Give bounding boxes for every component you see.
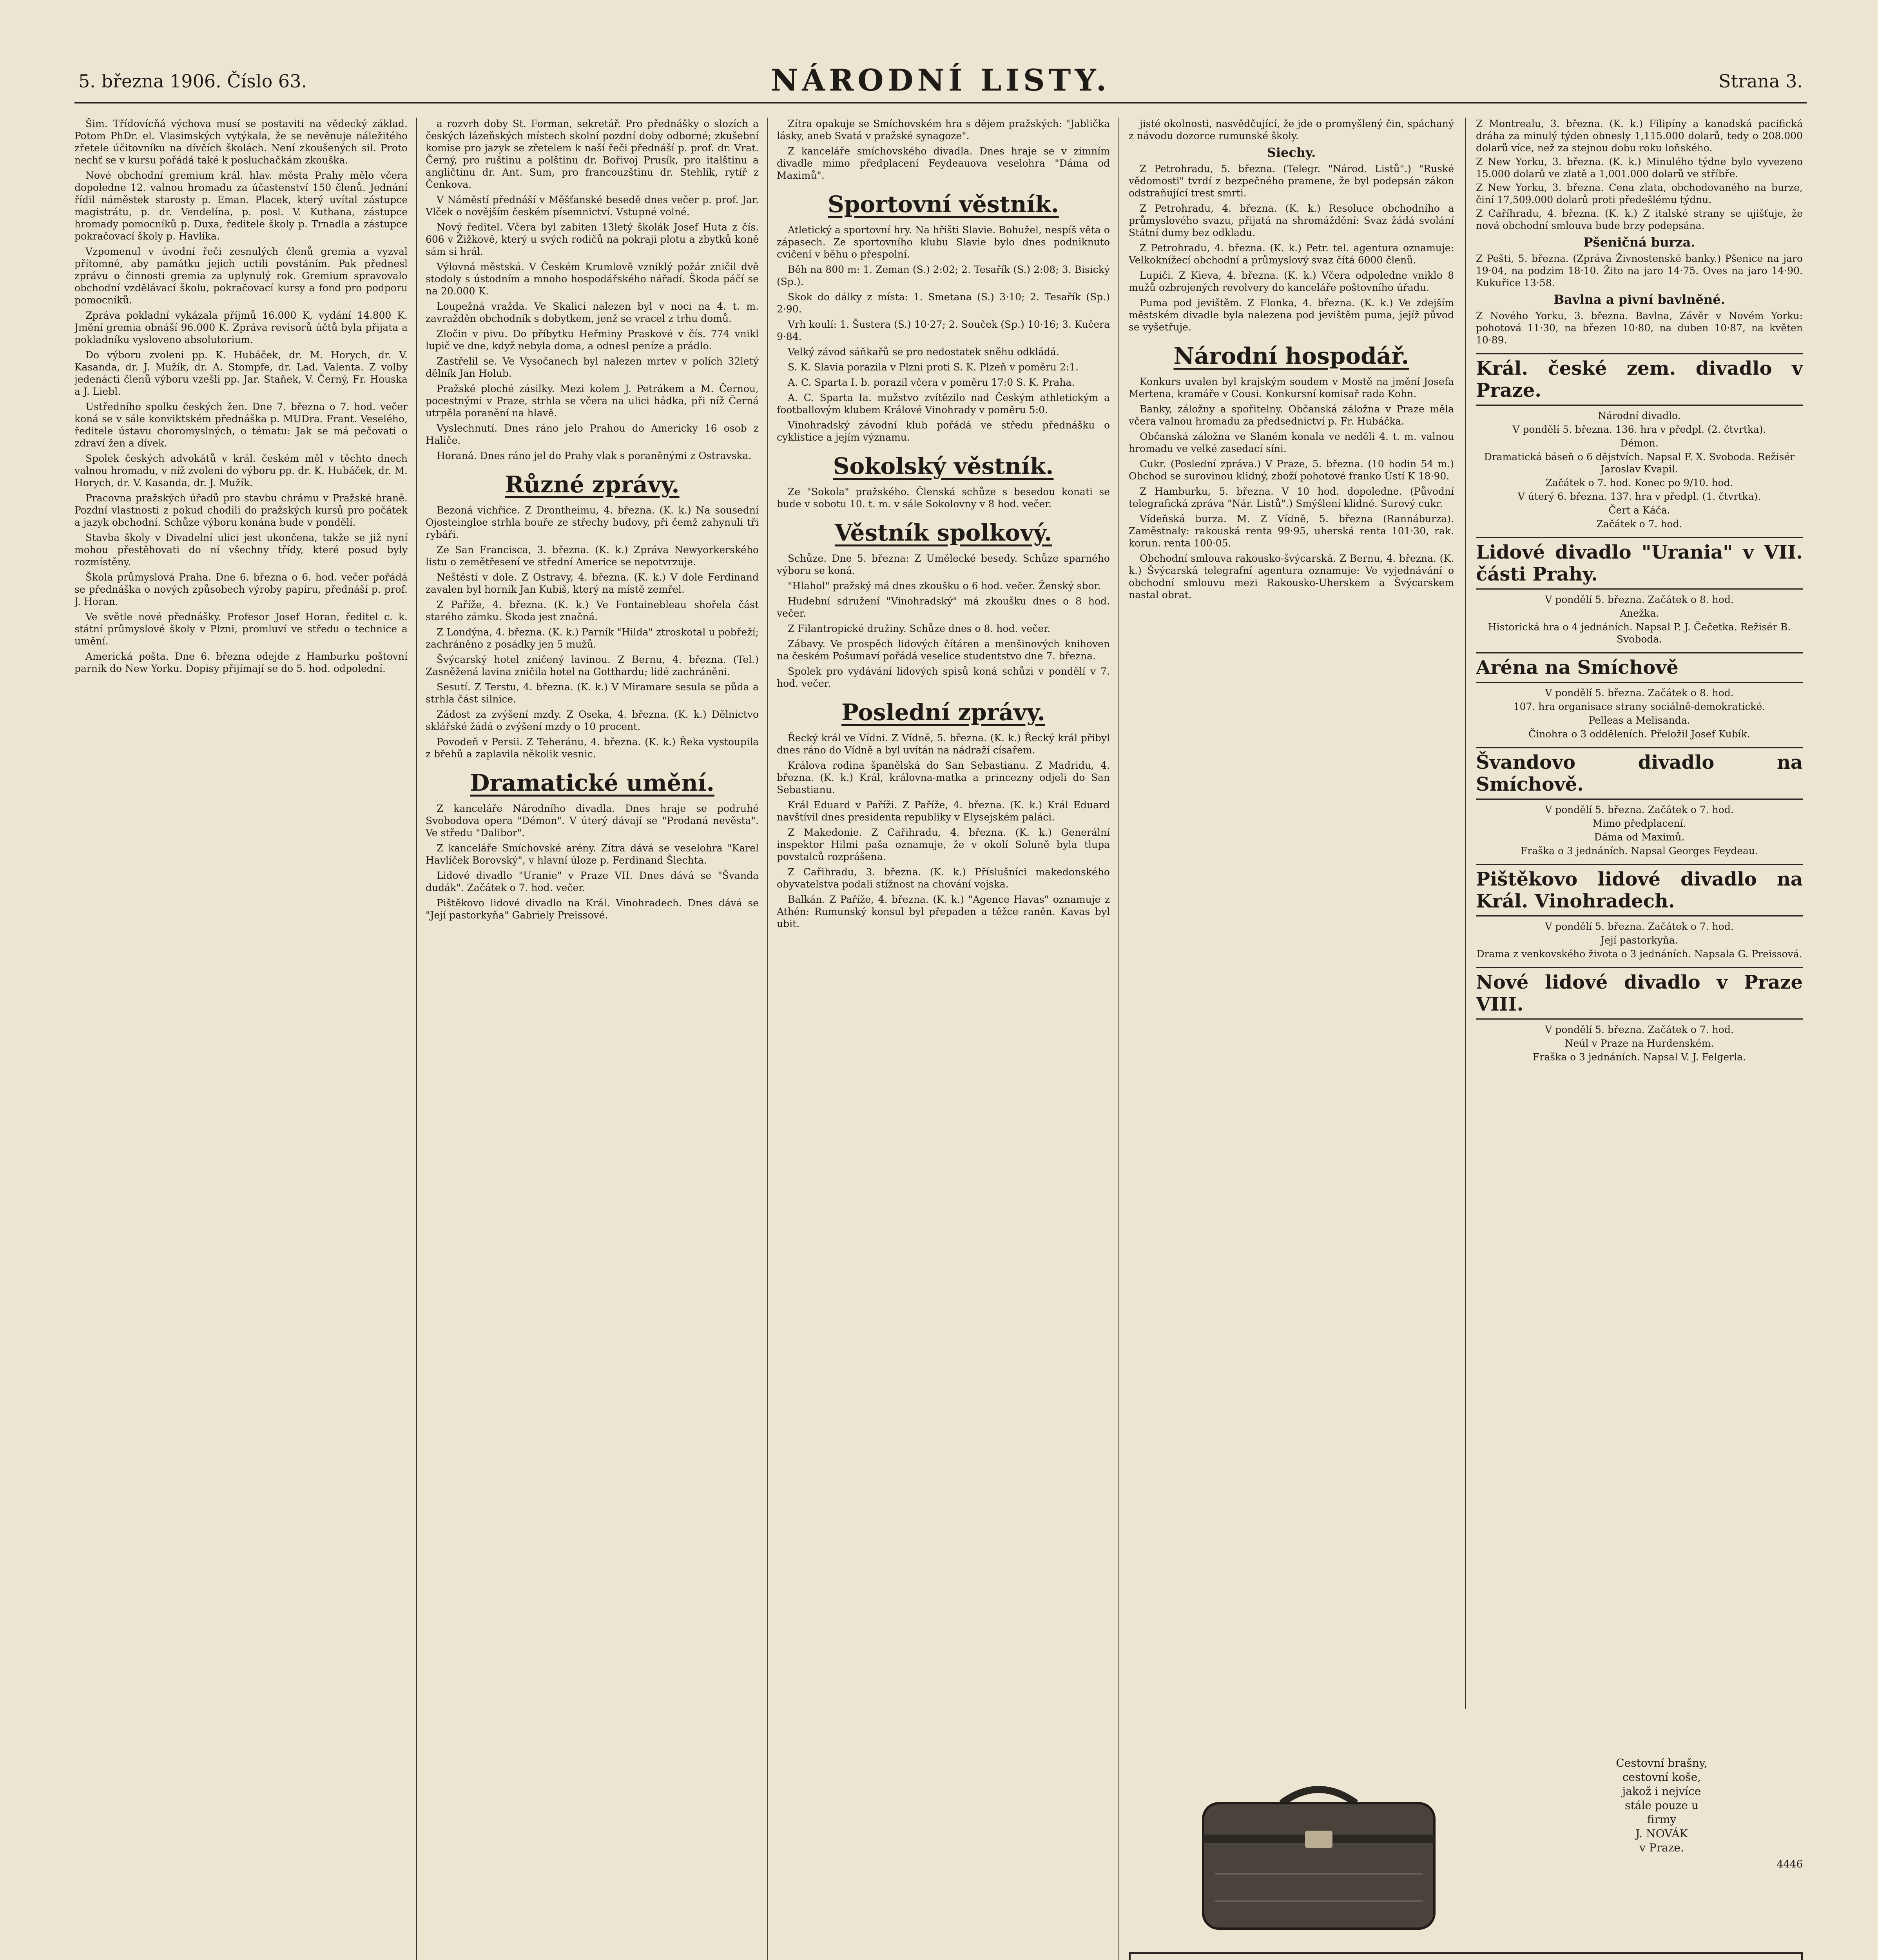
paragraph: Spolek českých advokátů v král. českém měl v těchto dnech valnou hromadu, v níž zvoleni do výboru pp. dr. K. Hubáček, dr. M. Horych, dr. V. Kasanda, dr. J. Mužík. (74, 453, 408, 488)
paragraph: Z Londýna, 4. března. (K. k.) Parník "Hilda" ztroskotal u pobřeží; zachráněno z posádky jen 5 mužů. (426, 626, 759, 650)
column-3 (777, 118, 1110, 1960)
paragraph: Činohra o 3 odděleních. Přeložil Josef Kubík. (1528, 728, 1750, 740)
theatre-svandovo (1476, 804, 1803, 857)
paragraph: Králova rodina španělská do San Sebastianu. Z Madridu, 4. března. (K. k.) Král, královna-matka a princezny odjeli do San Sebastianu. (777, 760, 1110, 795)
column-rule (767, 118, 768, 1960)
paragraph: Výlovná městská. V Českém Krumlově vzniklý požár zničil dvě stodoly s ústodním a mnoho hospodářského nářadí. Škoda páčí se na 20.000 K. (426, 261, 759, 297)
paragraph: Drama z venkovského života o 3 jednáních. Napsala G. Preissová. (1476, 948, 1802, 960)
paragraph: Z Petrohradu, 4. března. (K. k.) Petr. tel. agentura oznamuje: Velkoknížecí obchodní a průmyslový svaz čítá 6000 členů. (1129, 242, 1454, 266)
paragraph: V pondělí 5. března. Začátek o 7. hod. (1545, 1024, 1734, 1035)
column-2 (426, 118, 759, 1960)
paragraph: Z Petrohradu, 4. března. (K. k.) Resoluce obchodního a průmyslového svazu, přijatá na shromáždění: Svaz žádá svolání Státní dumy bez odkladu. (1129, 203, 1454, 238)
col2-body (426, 118, 759, 462)
paragraph: Pracovna pražských úřadů pro stavbu chrámu v Pražské hraně. Pozdní vlastnosti z pokud chodili do pražských kursů pro počátek a jazyk obchodní. Schůze výboru konána bude v pondělí. (74, 492, 408, 528)
col1-body (74, 118, 408, 675)
paragraph: Běh na 800 m: 1. Zeman (S.) 2:02; 2. Tesařík (S.) 2:08; 3. Bisický (Sp.). (777, 264, 1110, 287)
column-4 (1129, 118, 1454, 1936)
paragraph: Vzpomenul v úvodní řeči zesnulých členů gremia a vyzval přítomné, aby památku jejich uctili povstáním. Pak přednesl zprávu o činnosti gremia za uplynulý rok. Gremium spravovalo obchodní vzdělávací školu, pokračovací kursy a fond pro podporu pomocníků. (74, 246, 408, 306)
paragraph: Švýcarský hotel zničený lavinou. Z Bernu, 4. března. (Tel.) Zasněžená lavina zničila hotel na Gotthardu; lidé zachráněni. (426, 654, 759, 677)
section-heading-spolkovy: Věstník spolkový. (834, 519, 1052, 546)
theatre-heading-nove: Nové lidové divadlo v Praze VIII. (1476, 967, 1803, 1020)
paragraph: Z Pešti, 5. března. (Zpráva Živnostenské banky.) Pšenice na jaro 19·04, na podzim 18·10. Žito na jaro 14·75. Oves na jaro 14·90. Kukuřice 13·58. (1476, 253, 1803, 289)
newspaper-page (74, 59, 1807, 1960)
bag-ad-text (1521, 1756, 1803, 1855)
newspaper-title: NÁRODNÍ LISTY. (770, 63, 1111, 98)
paragraph: Anežka. (1619, 608, 1659, 619)
col4-hospodar (1129, 376, 1454, 601)
paragraph: Obchodní smlouva rakousko-švýcarská. Z Bernu, 4. března. (K. k.) Švýcarská telegrafní agentura oznamuje: Ve vyjednávání o obchodní smlouvu mezi Rakousko-Uherskem a Švýcarskem nastal obrat. (1129, 553, 1454, 601)
paragraph: Zítra opakuje se Smíchovském hra s dějem pražských: "Jablička lásky, aneb Svatá v pražské synagoze". (777, 118, 1110, 142)
theatre-arena (1476, 687, 1803, 740)
paragraph: Neúl v Praze na Hurdenském. (1564, 1038, 1714, 1049)
paragraph: J. NOVÁK (1635, 1827, 1688, 1840)
paragraph: Škola průmyslová Praha. Dne 6. března o 6. hod. večer pořádá se přednáška o nových způsobech výroby papíru, přednáší p. prof. J. Horan. (74, 572, 408, 607)
paragraph: Její pastorkyňa. (1601, 935, 1678, 946)
paragraph: 107. hra organisace strany sociálně-demokratické. (1513, 701, 1766, 712)
section-heading-bavlna: Bavlna a pivní bavlněné. (1554, 292, 1725, 307)
paragraph: Ze "Sokola" pražského. Členská schůze s besedou konati se bude v sobotu 10. t. m. v sále Sokolovny v 8 hod. večer. (777, 486, 1110, 510)
paragraph: Nové obchodní gremium král. hlav. města Prahy mělo včera dopoledne 12. valnou hromadu za účastenství 150 členů. Jednání řídil náměstek starosty p. Eman. Placek, který uvítal zástupce magistrátu, p. dr. Vendelína, p. posl. V. Kuthana, zástupce hromady pomocníků p. Duxa, ředitele školy p. Trnadla a zástupce pokračovací školy p. Havlíka. (74, 170, 408, 242)
column-rule (1465, 118, 1466, 1709)
page-number: Strana 3. (1718, 71, 1803, 92)
paragraph: Pištěkovo lidové divadlo na Král. Vinohradech. Dnes dává se "Její pastorkyňa" Gabriely Preissové. (426, 897, 759, 921)
section-heading-sokol: Sokolský věstník. (833, 453, 1054, 479)
paragraph: A. C. Sparta Ia. mužstvo zvítězilo nad Českým athletickým a footballovým klubem Králové Vinohrady v poměru 5:0. (777, 392, 1110, 416)
paragraph: Lupiči. Z Kieva, 4. března. (K. k.) Včera odpoledne vniklo 8 mužů ozbrojených revolvery do kanceláře poštovního úřadu. (1129, 270, 1454, 293)
paragraph: A. C. Sparta I. b. porazil včera v poměru 17:0 S. K. Praha. (788, 377, 1075, 388)
section-heading-ruzne: Různé zprávy. (505, 471, 680, 498)
paragraph: Nový ředitel. Včera byl zabiten 13letý školák Josef Huta z čís. 606 v Žižkově, který u svých rodičů na pokraji plotu a zbytků koně sám si hrál. (426, 221, 759, 257)
bag-ad-number: 4446 (1776, 1858, 1803, 1870)
paragraph: Začátek o 7. hod. Konec po 9/10. hod. (1545, 477, 1733, 488)
paragraph: Ustředního spolku českých žen. Dne 7. března o 7. hod. večer koná se v sále konviktském přednáška p. MUDra. Frant. Veselého, ředitele ústavu choromyslných, o tématu: Jak se má pečovati o zdraví žen a dívek. (74, 401, 408, 449)
column-rule (416, 118, 417, 1960)
paragraph: cestovní koše, (1622, 1771, 1701, 1784)
theatre-heading-pistek: Pištěkovo lidové divadlo na Král. Vinohradech. (1476, 864, 1803, 916)
column-1 (74, 118, 408, 1960)
travel-bag-illustration (1133, 1776, 1505, 1940)
paragraph: Vrh koulí: 1. Šustera (S.) 10·27; 2. Souček (Sp.) 10·16; 3. Kučera 9·84. (777, 319, 1110, 342)
paragraph: Dáma od Maximů. (1594, 831, 1685, 843)
section-heading-drama: Dramatické umění. (470, 769, 714, 796)
paragraph: Z Nového Yorku, 3. března. Bavlna, Závěr v Novém Yorku: pohotová 11·30, na březen 10·80, na duben 10·87, na květen 10·89. (1476, 310, 1803, 346)
paragraph: Bezoná vichřice. Z Drontheimu, 4. března. (K. k.) Na sousední Ojosteingloe strhla bouře ze střechy budovy, při čemž zahynuli tři rybáři. (426, 505, 759, 540)
paragraph: Skok do dálky z místa: 1. Smetana (S.) 3·10; 2. Tesařík (Sp.) 2·90. (777, 291, 1110, 315)
paragraph: Loupežná vražda. Ve Skalici nalezen byl v noci na 4. t. m. zavražděn obchodník s dobytkem, jenž se vracel z trhu domů. (426, 301, 759, 324)
paragraph: "Hlahol" pražský má dnes zkoušku o 6 hod. večer. Ženský sbor. (788, 580, 1101, 592)
paragraph: V pondělí 5. března. Začátek o 8. hod. (1545, 594, 1734, 605)
paragraph: Z kanceláře smíchovského divadla. Dnes hraje se v zimním divadle mimo předplacení Feydeauova veselohra "Dáma od Maximů". (777, 145, 1110, 181)
paragraph: Horaná. Dnes ráno jel do Prahy vlak s poraněnými z Ostravska. (437, 450, 752, 461)
paragraph: Národní divadlo. (1598, 410, 1681, 421)
paragraph: Neštěstí v dole. Z Ostravy, 4. března. (K. k.) V dole Ferdinand zavalen byl horník Jan Kubiš, který na místě zemřel. (426, 572, 759, 595)
paragraph: jakož i nejvíce (1622, 1785, 1701, 1798)
paragraph: Americká pošta. Dne 6. března odejde z Hamburku poštovní parník do New Yorku. Dopisy přijímají se do 5. hod. odpolední. (74, 651, 408, 674)
paragraph: Pražské ploché zásilky. Mezi kolem J. Petrákem a M. Černou, pocestnými v Praze, strhla se včera na ulici hádka, při níž Černá utrpěla poranění na hlavě. (426, 383, 759, 419)
paragraph: jisté okolnosti, nasvědčující, že jde o promyšlený čin, spáchaný z návodu dozorce rumunské školy. (1129, 118, 1454, 142)
paragraph: V pondělí 5. března. 136. hra v předpl. (2. čtvrtka). (1512, 424, 1766, 435)
paragraph: Začátek o 7. hod. (1596, 518, 1682, 530)
col5-bavlna (1476, 310, 1803, 346)
issue-date: 5. března 1906. Číslo 63. (78, 71, 307, 92)
paragraph: Z kanceláře Smíchovské arény. Zítra dává se veselohra "Karel Havlíček Borovský", v hlavní úloze p. Ferdinand Šlechta. (426, 842, 759, 866)
paragraph: V Náměstí přednáší v Měšťanské besedě dnes večer p. prof. Jar. Vlček o novějším českém písemnictví. Vstupné volné. (426, 194, 759, 218)
paragraph: Atletický a sportovní hry. Na hřišti Slavie. Bohužel, nespíš věta o zápasech. Ze sportovního klubu Slavie bylo dnes podniknuto cvičení v běhu o přespolní. (777, 224, 1110, 260)
masthead (74, 59, 1807, 103)
paragraph: Vinohradský závodní klub pořádá ve středu přednášku o cyklistice a jejím významu. (777, 419, 1110, 443)
theatre-narodni (1476, 410, 1803, 530)
paragraph: Spolek pro vydávání lidových spisů koná schůzi v pondělí v 7. hod. večer. (777, 666, 1110, 689)
paragraph: Cestovní brašny, (1616, 1757, 1708, 1769)
paragraph: Lidové divadlo "Uranie" v Praze VII. Dnes dává se "Švanda dudák". Začátek o 7. hod. večer. (426, 870, 759, 893)
section-heading-sport: Sportovní věstník. (828, 191, 1059, 218)
theatre-urania (1476, 593, 1803, 645)
paragraph: Ve světle nové přednášky. Profesor Josef Horan, ředitel c. k. státní průmyslové školy v Plzni, promluví ve středu o technice a umění. (74, 611, 408, 647)
paragraph: Puma pod jevištěm. Z Flonka, 4. března. (K. k.) Ve zdejším městském divadle byla nalezena pod jevištěm puma, jejíž původ se vyšetřuje. (1129, 297, 1454, 333)
paragraph: Mimo předplacení. (1592, 818, 1686, 829)
paragraph: V pondělí 5. března. Začátek o 7. hod. (1545, 804, 1734, 815)
column-rule (1118, 118, 1119, 1960)
paragraph: Historická hra o 4 jednáních. Napsal P. J. Čečetka. Režisér B. Svoboda. (1488, 621, 1791, 645)
theatre-pistek (1476, 920, 1803, 960)
paragraph: Z New Yorku, 3. března. (K. k.) Minulého týdne bylo vyvezeno 15.000 dolarů ve zlatě a 1,001.000 dolarů ve stříbře. (1476, 156, 1803, 180)
paragraph: Dramatická báseň o 6 dějstvích. Napsal F. X. Svoboda. Režisér Jaroslav Kvapil. (1484, 451, 1795, 475)
col4-intro (1129, 118, 1454, 142)
paragraph: Zastřelil se. Ve Vysočanech byl nalezen mrtev v polích 32letý dělník Jan Holub. (426, 356, 759, 379)
paragraph: v Praze. (1639, 1841, 1684, 1854)
paragraph: stále pouze u (1625, 1799, 1699, 1812)
column-5 (1476, 118, 1803, 1748)
paragraph: Povodeň v Persii. Z Teheránu, 4. března. (K. k.) Řeka vystoupila z břehů a zaplavila několik vesnic. (426, 736, 759, 760)
paragraph: Démon. (1620, 437, 1659, 449)
paragraph: Z Cařihradu, 3. března. (K. k.) Příslušníci makedonského obyvatelstva podali stížnost na chování vojska. (777, 866, 1110, 890)
section-heading-hospodar: Národní hospodář. (1173, 343, 1409, 369)
paragraph: Z Filantropické družiny. Schůze dnes o 8. hod. večer. (788, 623, 1051, 634)
theatre-heading-svandovo: Švandovo divadlo na Smíchově. (1476, 747, 1803, 800)
theatre-heading-narodni: Král. české zem. divadlo v Praze. (1476, 353, 1803, 406)
col4-siechy (1129, 163, 1454, 333)
theatre-heading-urania: Lidové divadlo "Urania" v VII. části Prahy. (1476, 537, 1803, 590)
paragraph: Zločin v pivu. Do příbytku Heřminy Praskové v čís. 774 vnikl lupič ve dne, když nebyla doma, a odnesl peníze a prádlo. (426, 328, 759, 352)
paragraph: Fraška o 3 jednáních. Napsal V. J. Felgerla. (1533, 1051, 1746, 1063)
paragraph: Fraška o 3 jednáních. Napsal Georges Feydeau. (1521, 845, 1758, 857)
col3-posledni (777, 732, 1110, 930)
paragraph: Velký závod sáňkařů se pro nedostatek sněhu odkládá. (788, 346, 1059, 358)
paragraph: Do výboru zvoleni pp. K. Hubáček, dr. M. Horych, dr. V. Kasanda, dr. J. Mužík, dr. A. Stompfe, dr. Lad. Valenta. Z volby jedenácti členů výboru vzešli pp. Jar. Staňek, V. Černý, Fr. Houska a J. Liebl. (74, 349, 408, 397)
paragraph: Z Paříže, 4. března. (K. k.) Ve Fontainebleau shořela část starého zámku. Škoda jest značná. (426, 599, 759, 622)
paragraph: firmy (1647, 1813, 1677, 1826)
paragraph: Z Makedonie. Z Cařihradu, 4. března. (K. k.) Generální inspektor Hilmi paša oznamuje, že v okolí Soluně byla tlupa povstalců rozprášena. (777, 827, 1110, 862)
section-heading-burza: Pšeničná burza. (1583, 235, 1695, 250)
col3-intro (777, 118, 1110, 181)
paragraph: Cukr. (Poslední zpráva.) V Praze, 5. března. (10 hodin 54 m.) Obchod se surovinou klidný, zboží pohotové franko Ústí K 18·90. (1129, 458, 1454, 482)
theatre-heading-arena: Aréna na Smíchově (1476, 652, 1803, 683)
col3-sport (777, 224, 1110, 443)
paragraph: Pelleas a Melisanda. (1588, 715, 1690, 726)
col3-spolkovy (777, 552, 1110, 690)
paragraph: Konkurs uvalen byl krajským soudem v Mostě na jmění Josefa Mertena, kramáře v Cousi. Konkursní komisař rada Kohn. (1129, 376, 1454, 399)
paragraph: Z Caříhradu, 4. března. (K. k.) Z italské strany se ujišťuje, že nová obchodní smlouva bude brzy podepsána. (1476, 208, 1803, 231)
paragraph: a rozvrh doby St. Forman, sekretář. Pro přednášky o slozích a českých lázeňských místech skolní pozdní doby odborné; zkušební komise pro jazyk se zřetelem k naší řeči přednáší p. prof. dr. Vrat. Černý, pro ruštinu a polštinu dr. Bořivoj Prusík, pro italštinu a angličtinu dr. Ant. Sum, pro francouzštinu dr. Stehlík, rytíř z Čenkova. (426, 118, 759, 190)
paragraph: Vídeňská burza. M. Z Vídně, 5. března (Rannáburza). Zaměstnaly: rakouská renta 99·95, uherská renta 101·30, rak. korun. renta 100·05. (1129, 513, 1454, 549)
paragraph: Ze San Francisca, 3. března. (K. k.) Zpráva Newyorkerského listu o zemětřesení ve střední Americe se nepotvrzuje. (426, 544, 759, 568)
paragraph: Občanská záložna ve Slaném konala ve neděli 4. t. m. valnou hromadu ve velké zasedací síni. (1129, 431, 1454, 454)
paragraph: Sesutí. Z Terstu, 4. března. (K. k.) V Miramare sesula se půda a strhla část silnice. (426, 681, 759, 705)
section-heading-siechy: Siechy. (1267, 145, 1316, 160)
paragraph: Banky, záložny a spořitelny. Občanská záložna v Praze měla včera valnou hromadu za předsednictví p. Fr. Hubáčka. (1129, 403, 1454, 427)
paragraph: V pondělí 5. března. Začátek o 8. hod. (1545, 687, 1734, 699)
paragraph: S. K. Slavia porazila v Plzni proti S. K. Plzeň v poměru 2:1. (788, 361, 1079, 373)
paragraph: Šim. Třídovícňá výchova musí se postaviti na vědecký základ. Potom PhDr. el. Vlasimských vytýkala, že se nevěnuje náležitého zřetele účitovníku na dívčích školách. Není zkoušených sil. Proto nechť se v kursu pořádá také k posluchačkám zkouška. (74, 118, 408, 166)
col5-burza (1476, 252, 1803, 289)
paragraph: Zpráva pokladní vykázala příjmů 16.000 K, vydání 14.800 K. Jmění gremia obnáší 96.000 K. Zpráva revisorů účtů byla přijata a pokladníku vysloveno absolutorium. (74, 310, 408, 345)
paragraph: Řecký král ve Vídni. Z Vídně, 5. března. (K. k.) Řecký král přibyl dnes ráno do Vídně a byl uvítán na nádraží císařem. (777, 732, 1110, 756)
paragraph: Král Eduard v Paříži. Z Paříže, 4. března. (K. k.) Král Eduard navštívil dnes presidenta republiky v Elysejském paláci. (777, 799, 1110, 823)
paragraph: Z Petrohradu, 5. března. (Telegr. "Národ. Listů".) "Ruské vědomosti" tvrdí z bezpečného pramene, že byl podepsán zákon odstraňující trest smrti. (1129, 163, 1454, 199)
col5-intro (1476, 118, 1803, 232)
paragraph: V úterý 6. března. 137. hra v předpl. (1. čtvrtka). (1517, 491, 1761, 502)
paragraph: Schůze. Dne 5. března: Z Umělecké besedy. Schůze sparného výboru se koná. (777, 553, 1110, 576)
paragraph: Balkán. Z Paříže, 4. března. (K. k.) "Agence Havas" oznamuje z Athén: Rumunský konsul byl přepaden a těžce raněn. Kavas byl ubit. (777, 894, 1110, 929)
travel-bag-ad (1521, 1756, 1803, 1944)
paragraph: Zábavy. Ve prospěch lidových čítáren a menšinových knihoven na českém Pošumaví pořádá veselice studentstvo dne 7. března. (777, 638, 1110, 662)
paragraph: Čert a Káča. (1608, 505, 1670, 516)
paragraph: Z New Yorku, 3. března. Cena zlata, obchodovaného na burze, činí 17,509.000 dolarů proti předešlému týdnu. (1476, 182, 1803, 205)
paragraph: V pondělí 5. března. Začátek o 7. hod. (1545, 921, 1734, 932)
book-advertisement (1129, 1952, 1803, 1960)
paragraph: Stavba školy v Divadelní ulici jest ukončena, takže se již nyní mohou přestěhovati do ní všechny třídy, které posud byly rozmístěny. (74, 532, 408, 568)
paragraph: Zádost za zvýšení mzdy. Z Oseka, 4. března. (K. k.) Dělnictvo sklářské žádá o zvýšení mzdy o 10 procent. (426, 709, 759, 732)
col2-ruzne (426, 504, 759, 760)
paragraph: Z kanceláře Národního divadla. Dnes hraje se podruhé Svobodova opera "Démon". V úterý dávají se "Prodaná nevěsta". Ve středu "Dalibor". (426, 803, 759, 838)
col3-sokol (777, 486, 1110, 510)
theatre-nove (1476, 1024, 1803, 1063)
paragraph: Vyslechnutí. Dnes ráno jelo Prahou do Americky 16 osob z Haliče. (426, 423, 759, 446)
col2-drama (426, 802, 759, 921)
paragraph: Z Hamburku, 5. března. V 10 hod. dopoledne. (Původní telegrafická zpráva "Nár. Listů".) Smýšlení klidné. Surový cukr. (1129, 486, 1454, 509)
paragraph: Z Montrealu, 3. března. (K. k.) Filipíny a kanadská pacifická dráha za minulý týden obnesly 1,115.000 dolarů, tedy o 208.000 dolarů více, než za stejnou dobu roku loňského. (1476, 118, 1803, 154)
paragraph: Hudební sdružení "Vinohradský" má zkoušku dnes o 8 hod. večer. (777, 595, 1110, 619)
section-heading-posledni: Poslední zprávy. (841, 699, 1045, 726)
